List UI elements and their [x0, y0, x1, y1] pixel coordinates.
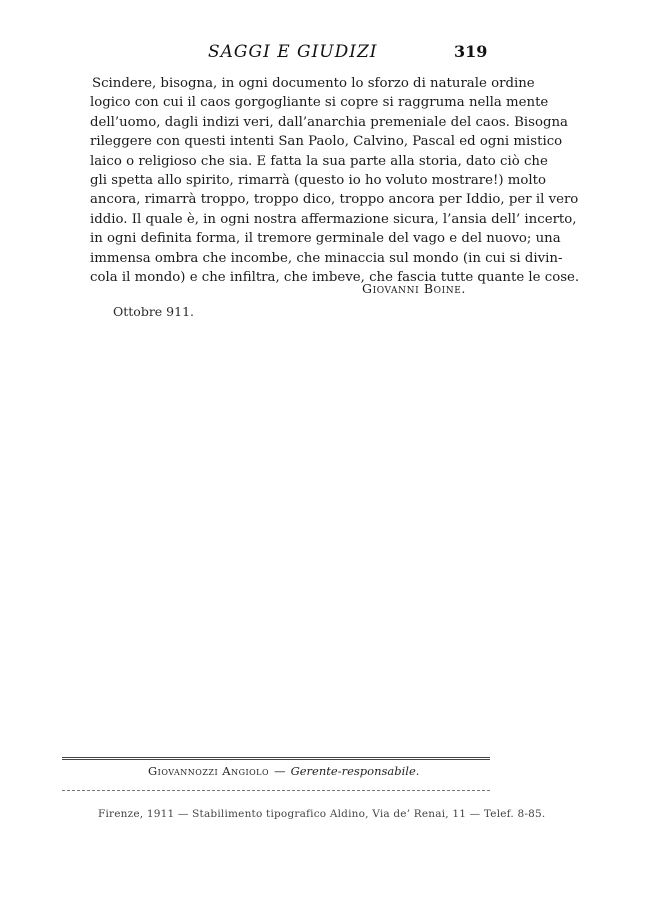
running-header: [0, 42, 660, 64]
body-line: in ogni definita forma, il tremore germinale del vago e del nuovo; una: [90, 231, 561, 247]
body-line: cola il mondo) e che infiltra, che imbeve, che fascia tutte quante le cose.: [90, 269, 580, 285]
body-line: laico o religioso che sia. E fatta la sua parte alla storia, dato ciò che: [90, 153, 548, 169]
printer-imprint: Firenze, 1911 — Stabilimento tipografico Aldino, Via de’ Renai, 11 — Telef. 8-85.: [98, 808, 546, 820]
publisher-line: [148, 764, 419, 778]
running-title: SAGGI E GIUDIZI: [208, 42, 378, 62]
body-line: logico con cui il caos gorgogliante si copre si raggruma nella mente: [90, 95, 549, 111]
body-line: gli spetta allo spirito, rimarrà (questo io ho voluto mostrare!) molto: [90, 172, 546, 188]
body-line: Scindere, bisogna, in ogni documento lo sforzo di naturale ordine: [92, 76, 535, 91]
footer-rule-bottom: [62, 790, 490, 791]
page-number: 319: [454, 42, 488, 61]
body-line: iddio. Il quale è, in ogni nostra affermazione sicura, l’ansia dell’ incerto,: [90, 211, 577, 227]
author-signature: Giovanni Boine.: [362, 281, 466, 296]
footer-rule-top: [62, 757, 490, 760]
publisher-role: Gerente-responsabile.: [290, 764, 420, 778]
publisher-separator: —: [274, 764, 286, 778]
body-line: immensa ombra che incombe, che minaccia sul mondo (in cui si divin-: [90, 250, 563, 266]
publisher-name: Giovannozzi Angiolo: [148, 764, 270, 778]
body-line: ancora, rimarrà troppo, troppo dico, troppo ancora per Iddio, per il vero: [90, 192, 579, 208]
body-line: dell’uomo, dagli indizi veri, dall’anarchia premeniale del caos. Bisogna: [90, 114, 568, 130]
body-paragraph: [90, 74, 580, 287]
body-line: rileggere con questi intenti San Paolo, Calvino, Pascal ed ogni mistico: [90, 134, 563, 150]
dateline: Ottobre 911.: [113, 304, 194, 319]
